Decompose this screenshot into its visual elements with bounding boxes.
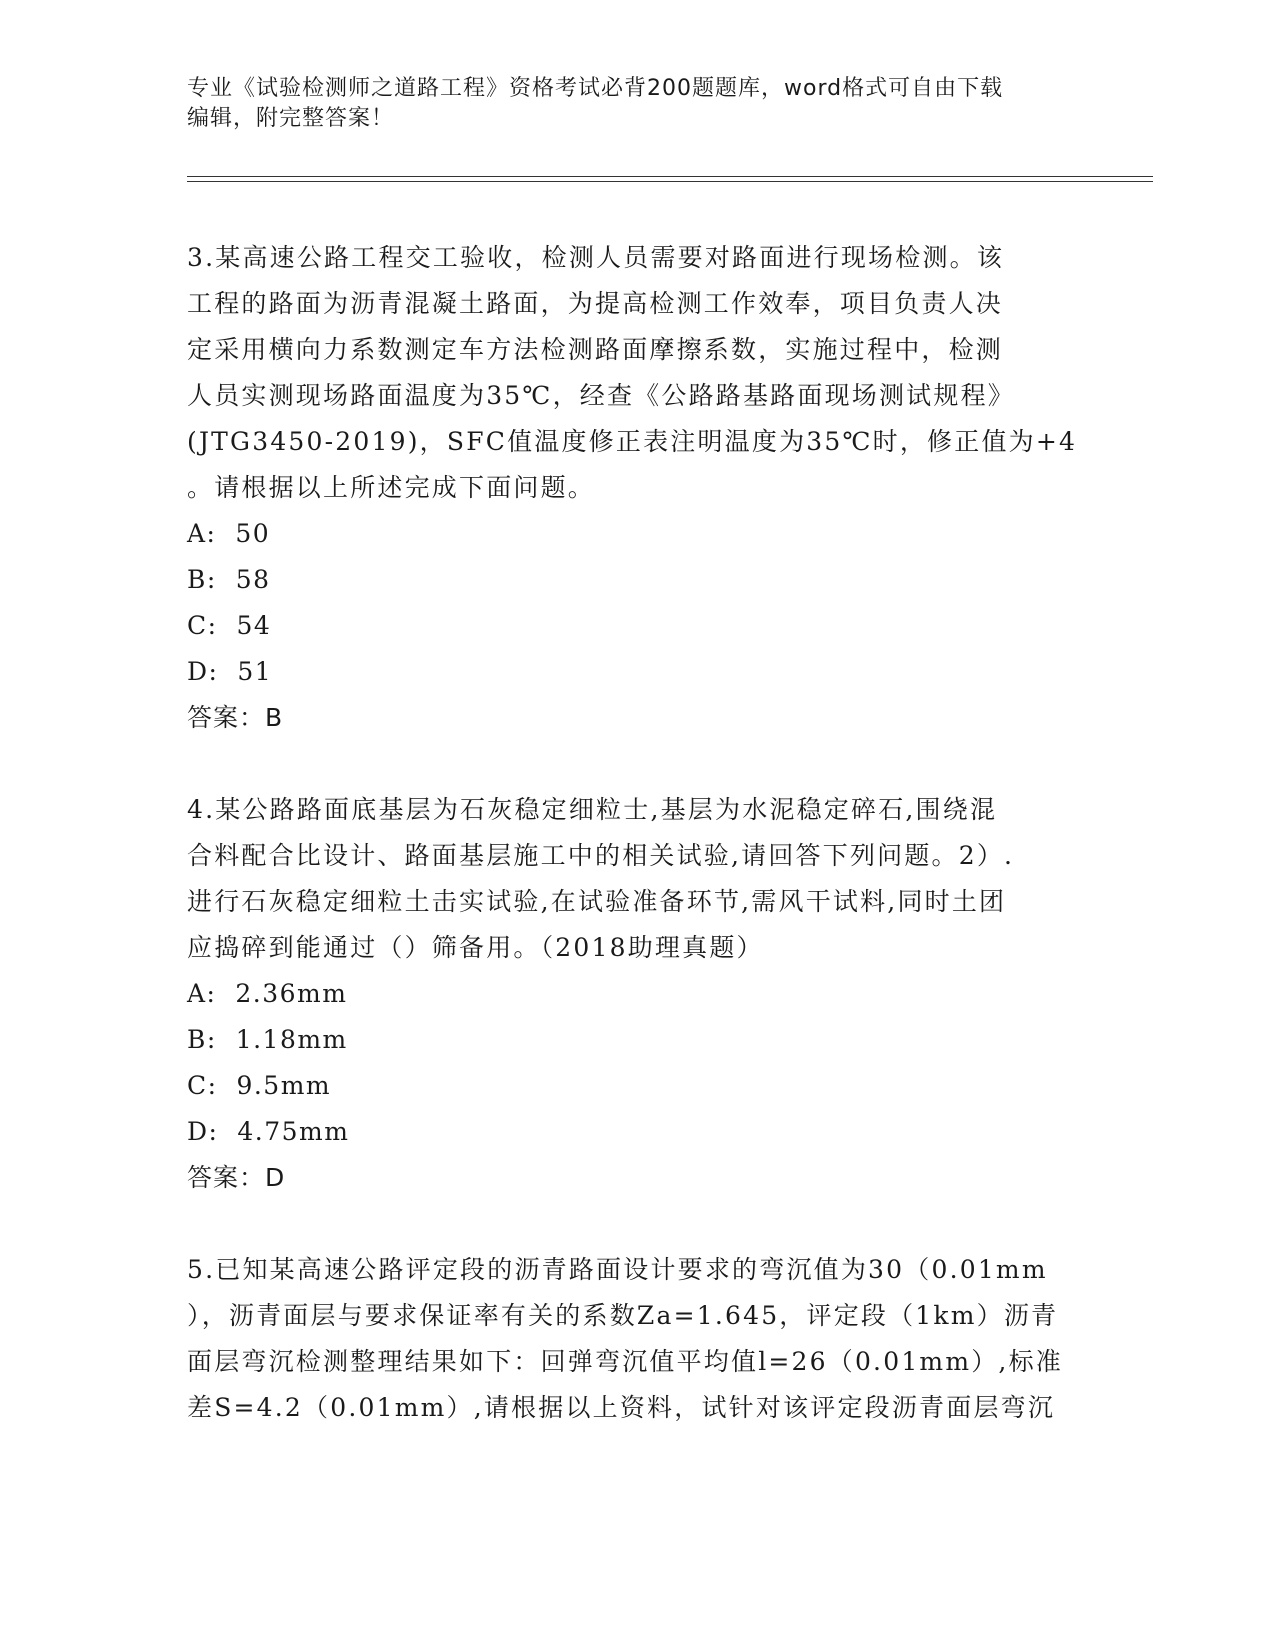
question-text: 3.某高速公路工程交工验收，检测人员需要对路面进行现场检测。该 工程的路面为沥青混凝土路面，为提高检测工作效奉，项目负责人决 定采用横向力系数测定车方法检测路面摩擦系数，实施过程中，检测 人员实测现场路面温度为35℃，经查《公路路基路面现场测试规程》 (JTG3450-2019)，SFC值温度修正表注明温度为35℃时，修正值为+4 。请根据以上所述完成下面问题。 [187, 243, 1078, 502]
question-text: 5.已知某高速公路评定段的沥青路面设计要求的弯沉值为30（0.01mm ），沥青面层与要求保证率有关的系数Za=1.645，评定段（1km）沥青 面层弯沉检测整理结果如下：回弹弯沉值平均值l=26（0.01mm）,标准 差S=4.2（0.01mm）,请根据以上资料，试针对该评定段沥青面层弯沉 [187, 1255, 1063, 1422]
answer: 答案：B [187, 703, 284, 732]
question-list [187, 235, 1087, 1477]
header-divider [187, 181, 1153, 182]
option-b: B: 1.18mm [187, 1025, 348, 1054]
answer: 答案：D [187, 1163, 286, 1192]
option-d: D: 4.75mm [187, 1117, 350, 1146]
header-divider [187, 176, 1153, 177]
question-4 [187, 787, 1087, 1201]
option-d: D: 51 [187, 657, 273, 686]
question-5 [187, 1247, 1087, 1431]
page-header-title: 专业《试验检测师之道路工程》资格考试必背200题题库，word格式可自由下载 编辑，附完整答案！ [187, 76, 1004, 131]
option-b: B: 58 [187, 565, 271, 594]
question-text: 4.某公路路面底基层为石灰稳定细粒士,基层为水泥稳定碎石,围绕混 合料配合比设计、路面基层施工中的相关试验,请回答下列问题。2）. 进行石灰稳定细粒土击实试验,在试验准备环节,需风干试料,同时土团 应捣碎到能通过（）筛备用。（2018助理真题） [187, 795, 1015, 962]
option-a: A: 2.36mm [187, 979, 348, 1008]
option-a: A: 50 [187, 519, 271, 548]
option-c: C: 54 [187, 611, 272, 640]
option-c: C: 9.5mm [187, 1071, 332, 1100]
question-3 [187, 235, 1087, 741]
